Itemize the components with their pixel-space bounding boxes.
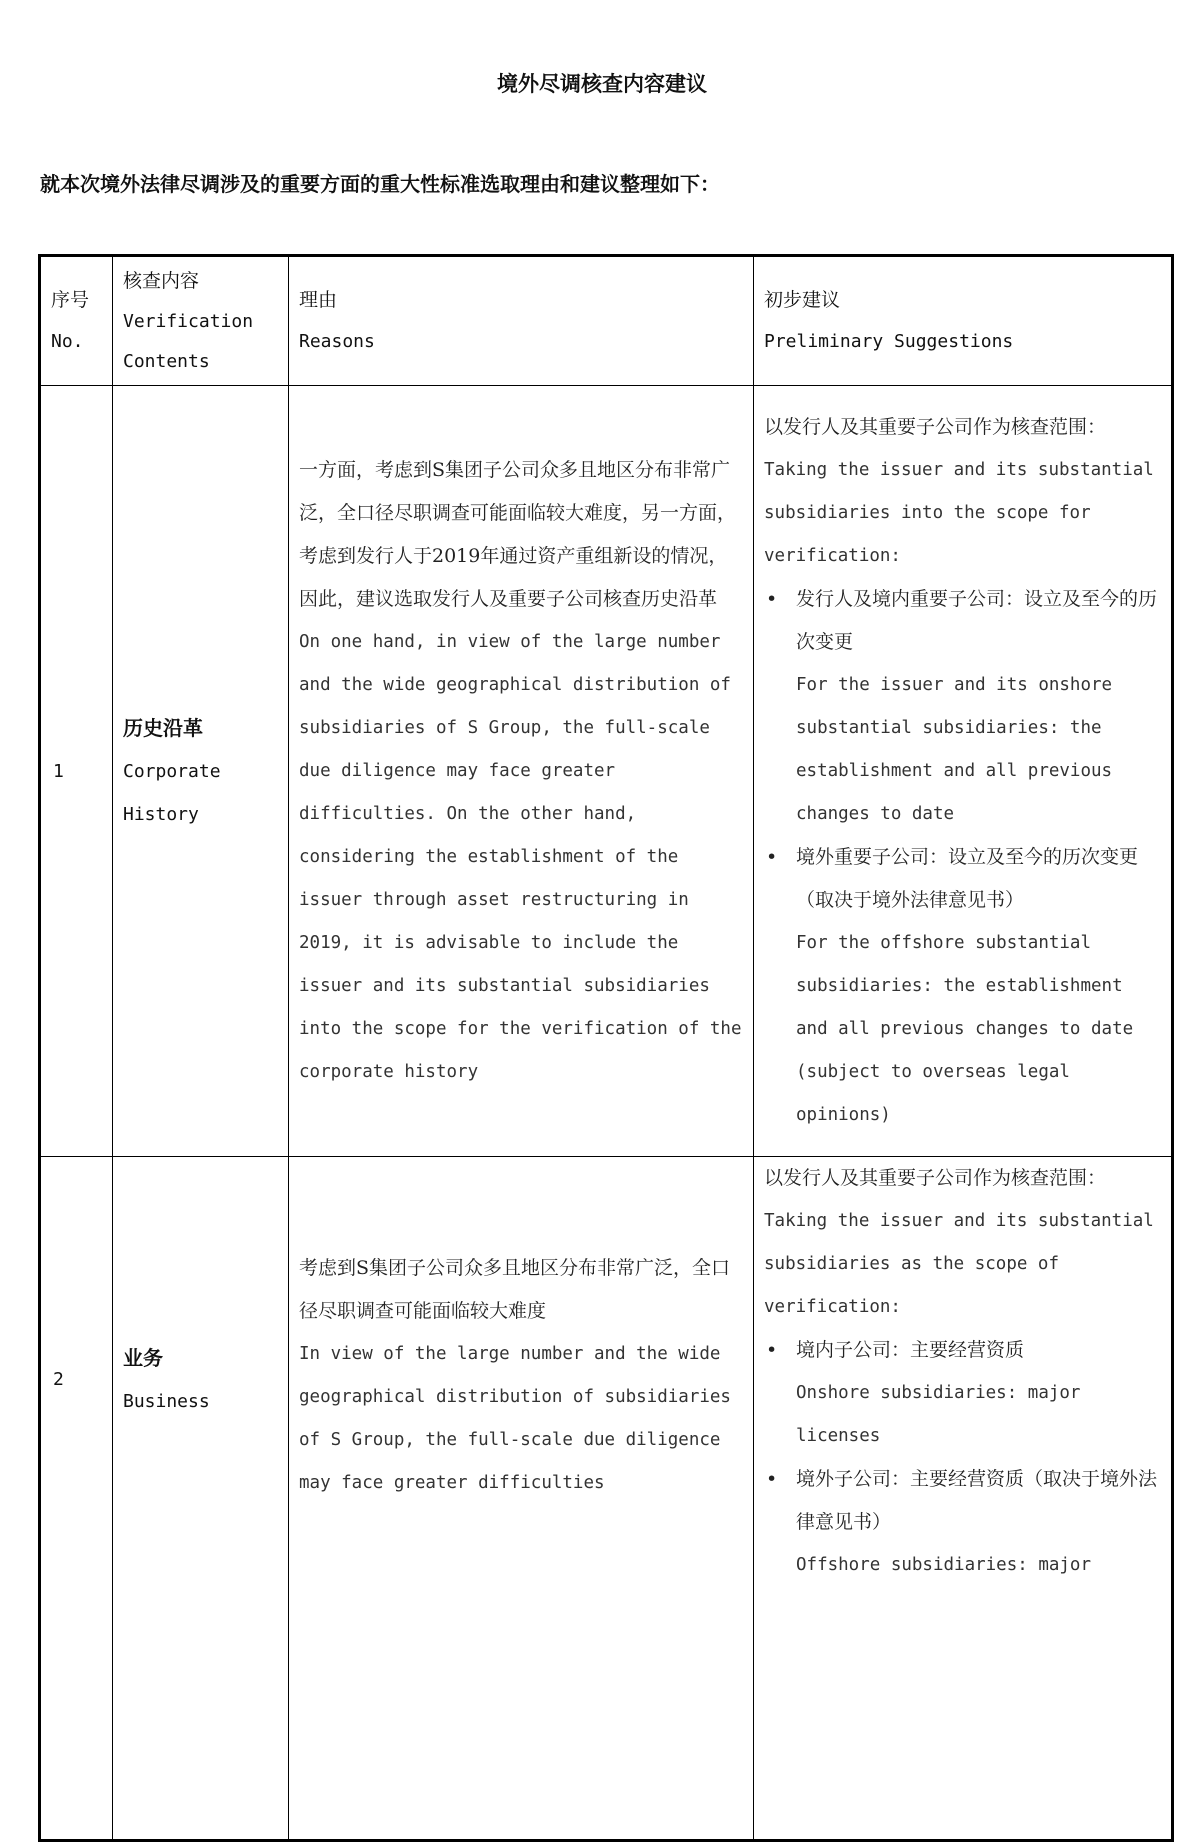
sugg-intro-zh: 以发行人及其重要子公司作为核查范围： xyxy=(764,1167,1107,1189)
header-reason-en: Reasons xyxy=(299,331,375,352)
reason-en: On one hand, in view of the large number and the wide geographical distribution of subsidiaries of S Group, the full-scale due diligence may face greater difficulties. On the other hand, considering the establishment of the issuer through asset restructuring in 2019, it is advisable to include the issuer and its substantial subsidiaries into the scope for the verification of the corporate history xyxy=(299,631,742,1082)
header-reason xyxy=(289,256,754,386)
reason-en: In view of the large number and the wide geographical distribution of subsidiaries of S Group, the full-scale due diligence may face greater difficulties xyxy=(299,1344,731,1493)
header-no-en: No. xyxy=(51,331,84,352)
bullet-dot-icon: • xyxy=(766,1339,778,1361)
item-zh: 历史沿革 xyxy=(123,715,203,740)
reason-cell xyxy=(289,386,754,1157)
reason-zh: 一方面，考虑到S集团子公司众多且地区分布非常广泛，全口径尽职调查可能面临较大难度，另一方面，考虑到发行人于2019年通过资产重组新设的情况，因此，建议选取发行人及重要子公司核查历史沿革 xyxy=(299,458,737,610)
suggestion-cell xyxy=(754,1157,1173,1841)
suggestion-bullet xyxy=(764,578,1161,836)
suggestion-bullet xyxy=(764,1458,1161,1587)
bullet-zh: 发行人及境内重要子公司：设立及至今的历次变更 xyxy=(796,587,1158,653)
header-no xyxy=(40,256,113,386)
page-title: 境外尽调核查内容建议 xyxy=(497,71,707,96)
bullet-zh: 境外重要子公司：设立及至今的历次变更（取决于境外法律意见书） xyxy=(796,845,1139,911)
suggestion-cell xyxy=(754,386,1173,1157)
header-content xyxy=(113,256,289,386)
header-suggestion xyxy=(754,256,1173,386)
table-row xyxy=(40,1157,1173,1841)
reason-zh: 考虑到S集团子公司众多且地区分布非常广泛，全口径尽职调查可能面临较大难度 xyxy=(299,1257,731,1322)
bullet-zh: 境内子公司：主要经营资质 xyxy=(796,1339,1025,1361)
item-en: Business xyxy=(123,1391,210,1412)
header-sugg-en: Preliminary Suggestions xyxy=(764,331,1014,352)
intro-paragraph: 就本次境外法律尽调涉及的重要方面的重大性标准选取理由和建议整理如下： xyxy=(40,172,720,196)
row-number: 1 xyxy=(40,386,113,1157)
suggestion-bullet xyxy=(764,1329,1161,1458)
item-en: Corporate History xyxy=(123,760,221,825)
bullet-dot-icon: • xyxy=(766,845,778,868)
header-sugg-zh: 初步建议 xyxy=(764,289,841,311)
row-number: 2 xyxy=(40,1157,113,1841)
bullet-dot-icon: • xyxy=(766,1468,778,1490)
bullet-zh: 境外子公司：主要经营资质（取决于境外法律意见书） xyxy=(796,1468,1158,1533)
table-header-row xyxy=(40,256,1173,386)
bullet-en: For the offshore substantial subsidiaries: the establishment and all previous changes to date (subject to overseas legal opinions) xyxy=(796,932,1134,1125)
bullet-en: Offshore subsidiaries: major xyxy=(796,1555,1092,1575)
header-content-zh: 核查内容 xyxy=(123,270,200,292)
reason-cell xyxy=(289,1157,754,1841)
bullet-en: Onshore subsidiaries: major licenses xyxy=(796,1383,1081,1446)
sugg-intro-en: Taking the issuer and its substantial subsidiaries as the scope of verification: xyxy=(764,1211,1154,1317)
verification-item xyxy=(113,1157,289,1841)
item-zh: 业务 xyxy=(123,1346,163,1370)
header-content-en: Verification Contents xyxy=(123,311,254,372)
suggestion-bullet xyxy=(764,836,1161,1137)
bullet-en: For the issuer and its onshore substantial subsidiaries: the establishment and all previous changes to date xyxy=(796,674,1113,824)
table-row xyxy=(40,386,1173,1157)
verification-item xyxy=(113,386,289,1157)
verification-table xyxy=(38,254,1174,1842)
sugg-intro-en: Taking the issuer and its substantial subsidiaries into the scope for verification: xyxy=(764,459,1154,566)
bullet-dot-icon: • xyxy=(766,587,778,610)
header-no-zh: 序号 xyxy=(51,289,90,311)
sugg-intro-zh: 以发行人及其重要子公司作为核查范围： xyxy=(764,415,1107,438)
header-reason-zh: 理由 xyxy=(299,289,338,311)
